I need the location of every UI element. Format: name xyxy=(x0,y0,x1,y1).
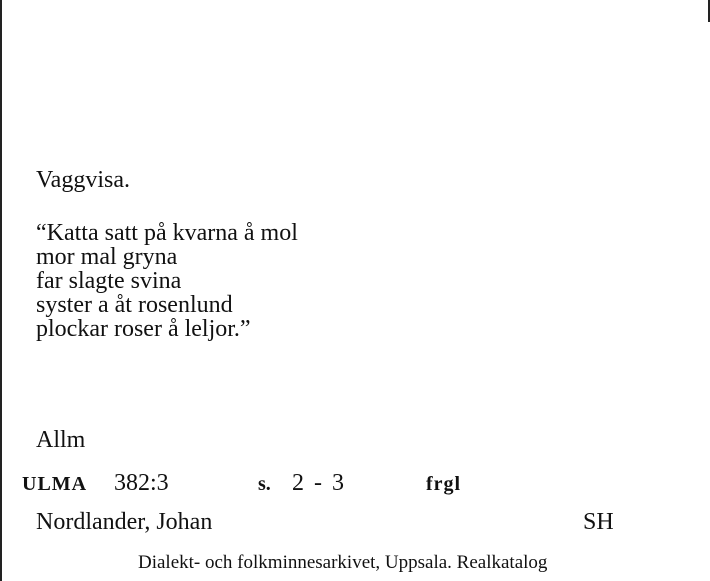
poem-line: far slagte svina xyxy=(36,268,182,294)
informant-name: Nordlander, Johan xyxy=(36,509,213,535)
reference-row xyxy=(22,470,682,496)
recorder-initials: SH xyxy=(583,509,614,535)
poem-line: “Katta satt på kvarna å mol xyxy=(36,220,298,246)
archive-number: 382:3 xyxy=(114,470,169,496)
page-range: 2 - 3 xyxy=(292,470,346,496)
poem-line: mor mal gryna xyxy=(36,244,178,270)
page-label: s. xyxy=(258,473,271,495)
form-code: frgl xyxy=(426,473,462,495)
poem-line: syster a åt rosenlund xyxy=(36,292,233,318)
poem-line: plockar roser å leljor.” xyxy=(36,316,251,342)
card-title: Vaggvisa. xyxy=(36,167,130,193)
archive-footer: Dialekt- och folkminnesarkivet, Uppsala. Realkatalog xyxy=(138,552,548,573)
archive-code: ULMA xyxy=(22,473,88,495)
poem-text xyxy=(36,221,298,341)
left-border-line xyxy=(0,0,2,581)
category-label: Allm xyxy=(36,427,86,453)
